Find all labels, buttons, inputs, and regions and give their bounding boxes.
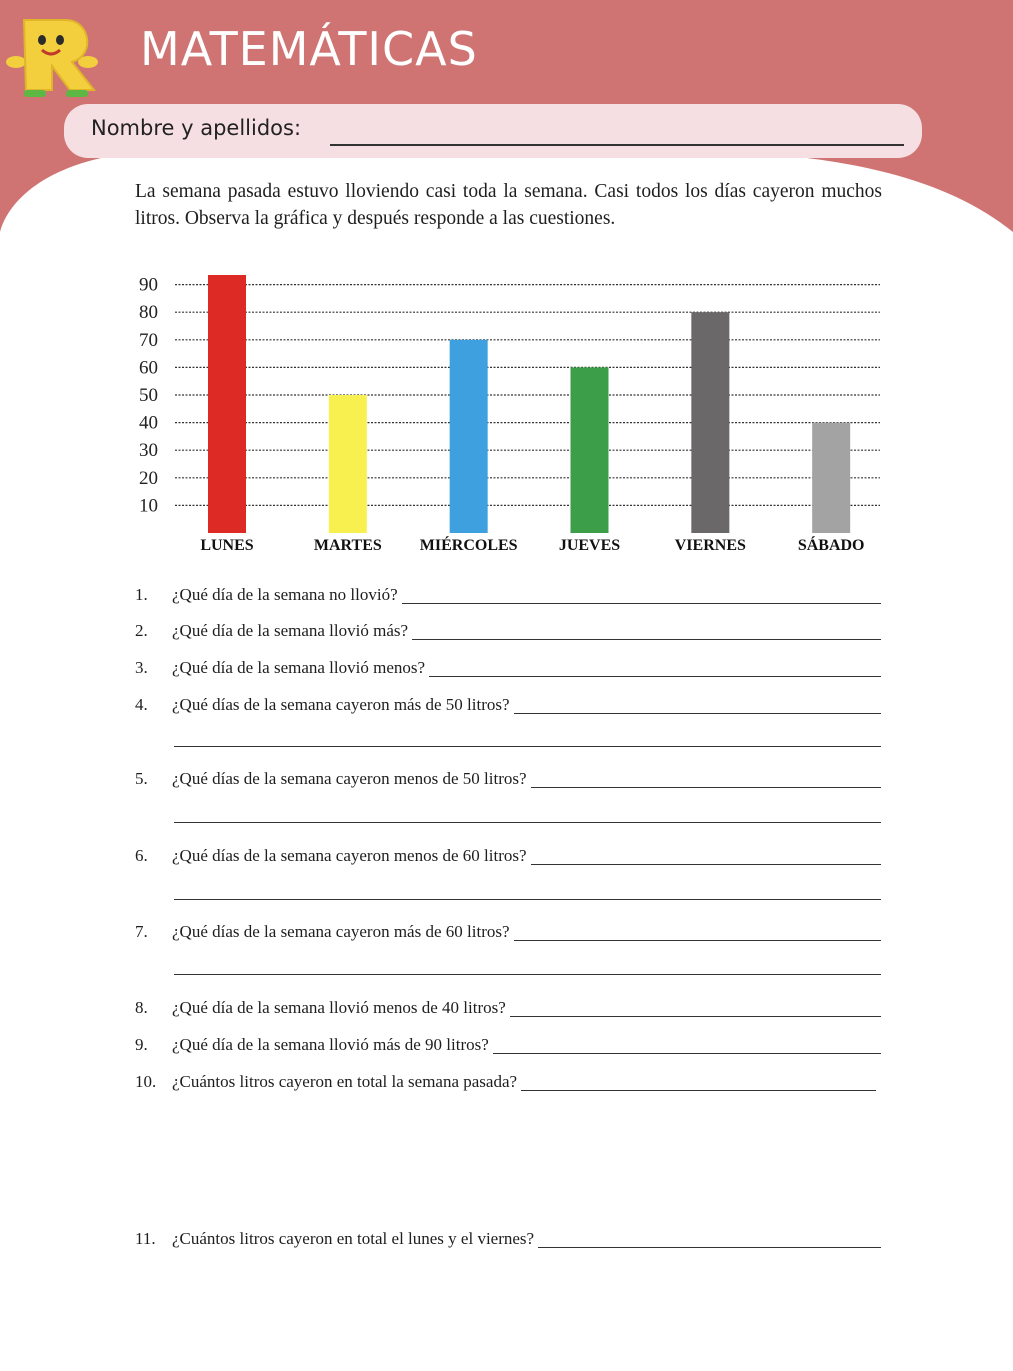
question-number: 1. (135, 585, 148, 604)
question-number: 8. (135, 998, 148, 1017)
bar-sábado (812, 423, 850, 533)
question-text: ¿Qué día de la semana no llovió? (172, 585, 398, 604)
x-tick-label: SÁBADO (797, 537, 865, 554)
instructions-text: La semana pasada estuvo lloviendo casi toda la semana. Casi todos los días cayeron muchos litros. Observa la gráfica y después responde a las cuestiones. (135, 181, 882, 229)
x-tick-label: MARTES (313, 537, 382, 554)
question-text: ¿Qué días de la semana cayeron menos de 50 litros? (172, 769, 527, 788)
x-tick-label: VIERNES (674, 537, 746, 554)
question-3 (135, 658, 881, 680)
y-tick-label: 50 (139, 385, 158, 406)
question-text: ¿Qué días de la semana cayeron más de 60 litros? (172, 922, 510, 941)
question-8 (135, 998, 881, 1020)
question-text: ¿Cuántos litros cayeron en total la semana pasada? (172, 1072, 518, 1091)
y-tick-label: 20 (139, 467, 158, 489)
bar-lunes (208, 275, 246, 533)
question-number: 6. (135, 846, 148, 865)
question-text: ¿Qué día de la semana llovió más de 90 litros? (172, 1035, 489, 1054)
answer-line-extra[interactable] (174, 899, 881, 900)
answer-line[interactable] (521, 1090, 876, 1091)
bar-jueves (571, 367, 609, 533)
y-tick-label: 80 (139, 302, 158, 324)
page-title: MATEMÁTICAS (140, 22, 478, 76)
answer-line-extra[interactable] (174, 746, 881, 747)
question-number: 11. (135, 1229, 156, 1248)
answer-line[interactable] (514, 940, 881, 941)
question-text: ¿Qué días de la semana cayeron más de 50 litros? (172, 695, 510, 714)
question-number: 7. (135, 922, 148, 941)
question-10 (135, 1072, 876, 1094)
logo-mascot-icon (4, 10, 104, 100)
question-4 (135, 695, 881, 717)
question-1 (135, 585, 881, 607)
bar-viernes (691, 312, 729, 533)
question-number: 3. (135, 658, 148, 677)
question-2 (135, 621, 881, 643)
question-6 (135, 846, 881, 868)
question-number: 10. (135, 1072, 157, 1091)
question-text: ¿Qué día de la semana llovió menos? (172, 658, 426, 677)
answer-line[interactable] (514, 713, 881, 714)
name-field (64, 104, 922, 158)
question-text: ¿Qué día de la semana llovió menos de 40 litros? (172, 998, 506, 1017)
question-number: 4. (135, 695, 148, 714)
x-tick-label: MIÉRCOLES (419, 537, 518, 554)
y-tick-label: 40 (139, 412, 158, 434)
answer-line[interactable] (531, 787, 881, 788)
rainfall-bar-chart (120, 275, 890, 565)
answer-line[interactable] (538, 1247, 881, 1248)
question-text: ¿Qué día de la semana llovió más? (172, 621, 409, 640)
answer-line[interactable] (402, 603, 881, 604)
answer-line[interactable] (510, 1016, 881, 1017)
question-11 (135, 1229, 881, 1251)
y-tick-label: 60 (139, 357, 158, 379)
question-7 (135, 922, 881, 944)
y-tick-label: 70 (139, 329, 158, 351)
y-tick-label: 90 (139, 275, 158, 296)
y-tick-label: 10 (139, 495, 158, 517)
question-number: 5. (135, 769, 148, 788)
x-tick-label: JUEVES (558, 537, 621, 554)
question-text: ¿Cuántos litros cayeron en total el lunes y el viernes? (172, 1229, 535, 1248)
answer-line-extra[interactable] (174, 822, 881, 823)
answer-line[interactable] (531, 864, 881, 865)
answer-line[interactable] (493, 1053, 881, 1054)
question-number: 9. (135, 1035, 148, 1054)
name-field-label: Nombre y apellidos: (91, 116, 302, 140)
question-5 (135, 769, 881, 791)
bar-miércoles (450, 340, 488, 533)
answer-line[interactable] (429, 676, 881, 677)
y-tick-label: 30 (139, 440, 158, 462)
question-text: ¿Qué días de la semana cayeron menos de 60 litros? (172, 846, 527, 865)
answer-line[interactable] (412, 639, 881, 640)
bar-martes (329, 395, 367, 533)
x-tick-label: LUNES (200, 537, 254, 554)
question-9 (135, 1035, 881, 1057)
answer-line-extra[interactable] (174, 974, 881, 975)
question-number: 2. (135, 621, 148, 640)
name-input-line[interactable] (330, 144, 904, 146)
